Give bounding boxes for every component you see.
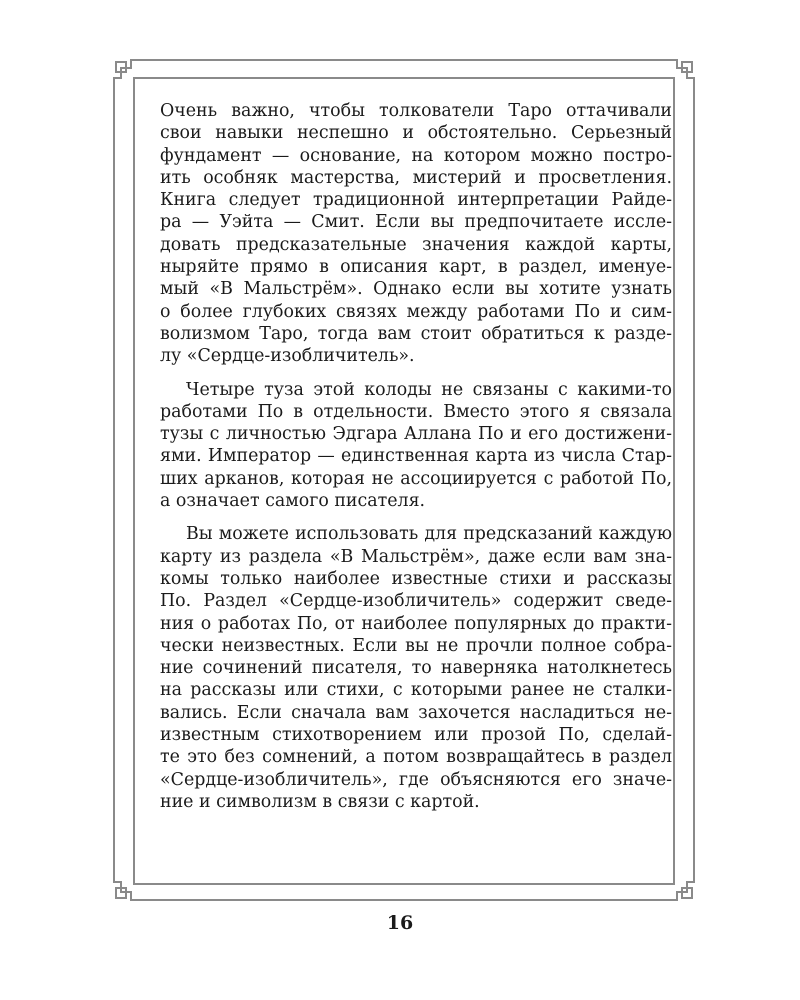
text-line: довать предсказательные значения каждой карты, <box>160 234 672 255</box>
text-line: ние и символизм в связи с картой. <box>160 791 480 812</box>
text-line: а означает самого писателя. <box>160 491 426 512</box>
text-line: ших арканов, которая не ассоциируется с работой По, <box>160 468 672 489</box>
text-line: По. Раздел «Сердце-изобличитель» содержит сведе- <box>160 591 672 612</box>
paragraph-3 <box>160 523 672 813</box>
text-line: фундамент — основание, на котором можно постро- <box>160 145 672 166</box>
text-line: о более глубоких связях между работами По и сим- <box>160 301 672 322</box>
text-line: «Сердце-изобличитель», где объясняются его значе- <box>160 769 672 790</box>
page-number: 16 <box>386 912 414 934</box>
text-line: вались. Если сначала вам захочется насладиться не- <box>160 702 672 723</box>
text-line: мый «В Мальстрём». Однако если вы хотите узнать <box>160 279 672 300</box>
body-text <box>160 100 672 813</box>
text-line: ния о работах По, от наиболее популярных до практи- <box>160 613 672 634</box>
text-line: тузы с личностью Эдгара Аллана По и его достижени- <box>160 424 672 445</box>
text-line: Вы можете использовать для предсказаний каждую <box>186 524 672 545</box>
text-line: Четыре туза этой колоды не связаны с какими-то <box>186 379 672 400</box>
text-line: ями. Император — единственная карта из числа Стар- <box>160 446 672 467</box>
text-line: на рассказы или стихи, с которыми ранее не сталки- <box>160 680 672 701</box>
text-line: ние сочинений писателя, то наверняка натолкнетесь <box>160 658 672 679</box>
text-line: Очень важно, чтобы толкователи Таро оттачивали <box>160 101 672 121</box>
text-line: чески неизвестных. Если вы не прочли полное собра- <box>160 635 672 656</box>
text-line: известным стихотворением или прозой По, сделай- <box>160 725 672 746</box>
text-line: свои навыки неспешно и обстоятельно. Серьезный <box>160 123 672 144</box>
paragraph-1 <box>160 100 672 368</box>
text-line: карту из раздела «В Мальстрём», даже если вам зна- <box>160 546 672 567</box>
text-line: Книга следует традиционной интерпретации Райде- <box>160 190 672 211</box>
text-line: те это без сомнений, а потом возвращайтесь в раздел <box>160 747 672 768</box>
text-line: комы только наиболее известные стихи и рассказы <box>160 568 672 589</box>
text-line: лу «Сердце-изобличитель». <box>160 346 415 367</box>
text-line: ра — Уэйта — Смит. Если вы предпочитаете иссле- <box>160 212 672 233</box>
paragraph-2 <box>160 379 672 513</box>
text-line: ныряйте прямо в описания карт, в раздел, именуе- <box>160 257 672 278</box>
text-line: работами По в отдельности. Вместо этого я связала <box>160 401 672 422</box>
text-line: ить особняк мастерства, мистерий и просветления. <box>160 167 672 188</box>
text-line: волизмом Таро, тогда вам стоит обратиться к разде- <box>160 323 672 344</box>
